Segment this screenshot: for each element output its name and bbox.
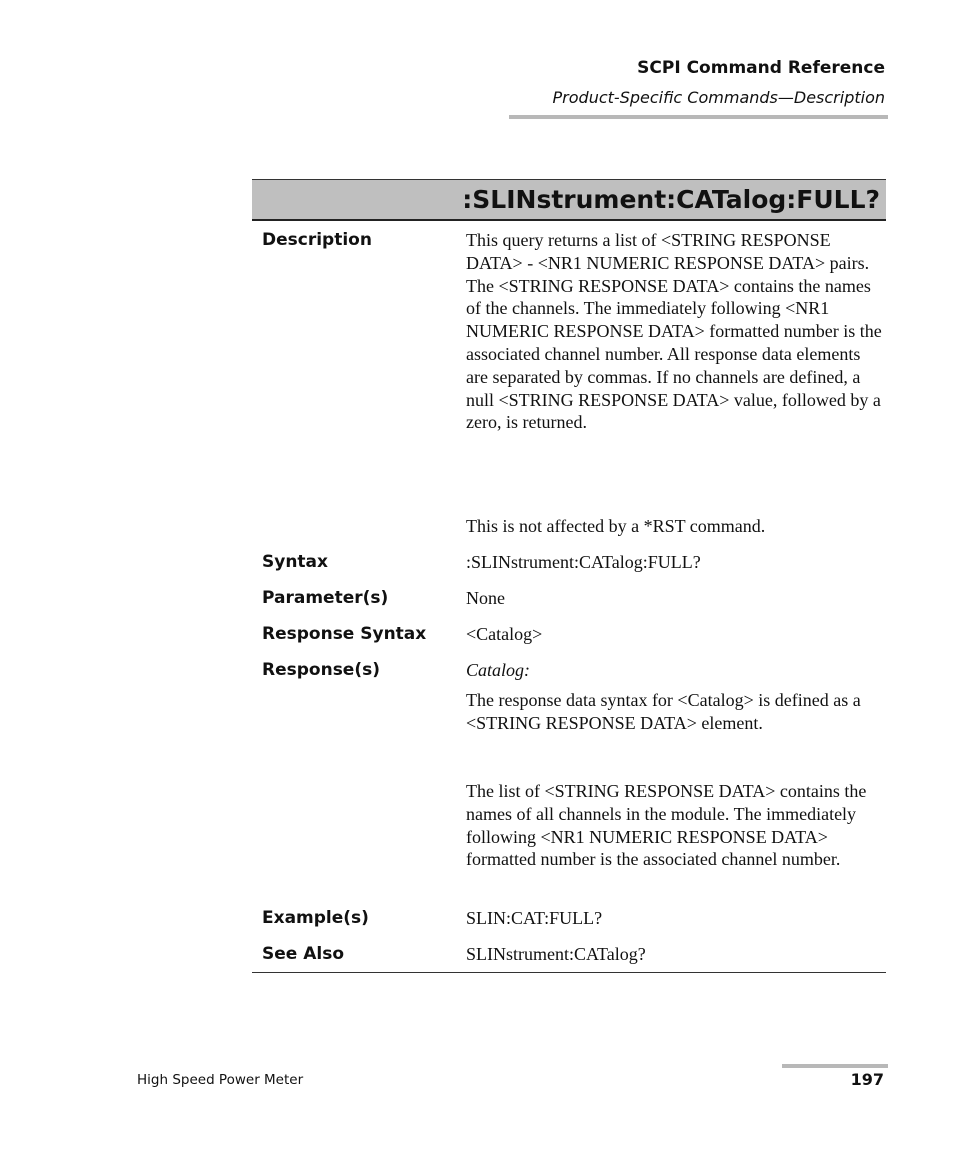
description-value — [466, 229, 884, 434]
syntax-label: Syntax — [262, 552, 328, 572]
page-number: 197 — [850, 1070, 884, 1089]
response-description — [466, 689, 884, 735]
response-syntax-value: <Catalog> — [466, 624, 543, 644]
syntax-value: :SLINstrument:CATalog:FULL? — [466, 552, 701, 572]
response-name: Catalog: — [466, 660, 531, 680]
description-paragraph: This query returns a list of <STRING RESPONSE DATA> - <NR1 NUMERIC RESPONSE DATA> pairs. The <STRING RESPONSE DATA> contains the names of the channels. The immediately following <NR1 NUMERIC RESPONSE DATA> formatted number is the associated channel number. All response data elements are separated by commas. If no channels are defined, a null <STRING RESPONSE DATA> value, followed by a zero, is returned. — [466, 230, 882, 433]
parameters-label: Parameter(s) — [262, 588, 389, 608]
command-title: :SLINstrument:CATalog:FULL? — [462, 185, 880, 214]
subsection-title: Product-Specific Commands—Description — [552, 88, 885, 107]
command-title-bar — [252, 179, 886, 221]
header-divider — [509, 115, 888, 119]
table-bottom-rule — [252, 972, 886, 973]
response-syntax-label: Response Syntax — [262, 624, 427, 644]
see-also-label: See Also — [262, 944, 345, 964]
response-paragraph: The response data syntax for <Catalog> is defined as a <STRING RESPONSE DATA> element. — [466, 690, 861, 733]
description-paragraph: This is not affected by a *RST command. — [466, 516, 766, 536]
examples-label: Example(s) — [262, 908, 369, 928]
response-paragraph: The list of <STRING RESPONSE DATA> contains the names of all channels in the module. The immediately following <NR1 NUMERIC RESPONSE DATA> formatted number is the associated channel number. — [466, 781, 867, 870]
footer-product-name: High Speed Power Meter — [137, 1072, 304, 1088]
see-also-value: SLINstrument:CATalog? — [466, 944, 646, 964]
section-title: SCPI Command Reference — [637, 58, 885, 78]
examples-value: SLIN:CAT:FULL? — [466, 908, 603, 928]
description-note — [466, 515, 884, 538]
footer-divider — [782, 1064, 888, 1068]
parameters-value: None — [466, 588, 505, 608]
description-label: Description — [262, 230, 372, 250]
response-description-2 — [466, 780, 884, 871]
responses-label: Response(s) — [262, 660, 380, 680]
